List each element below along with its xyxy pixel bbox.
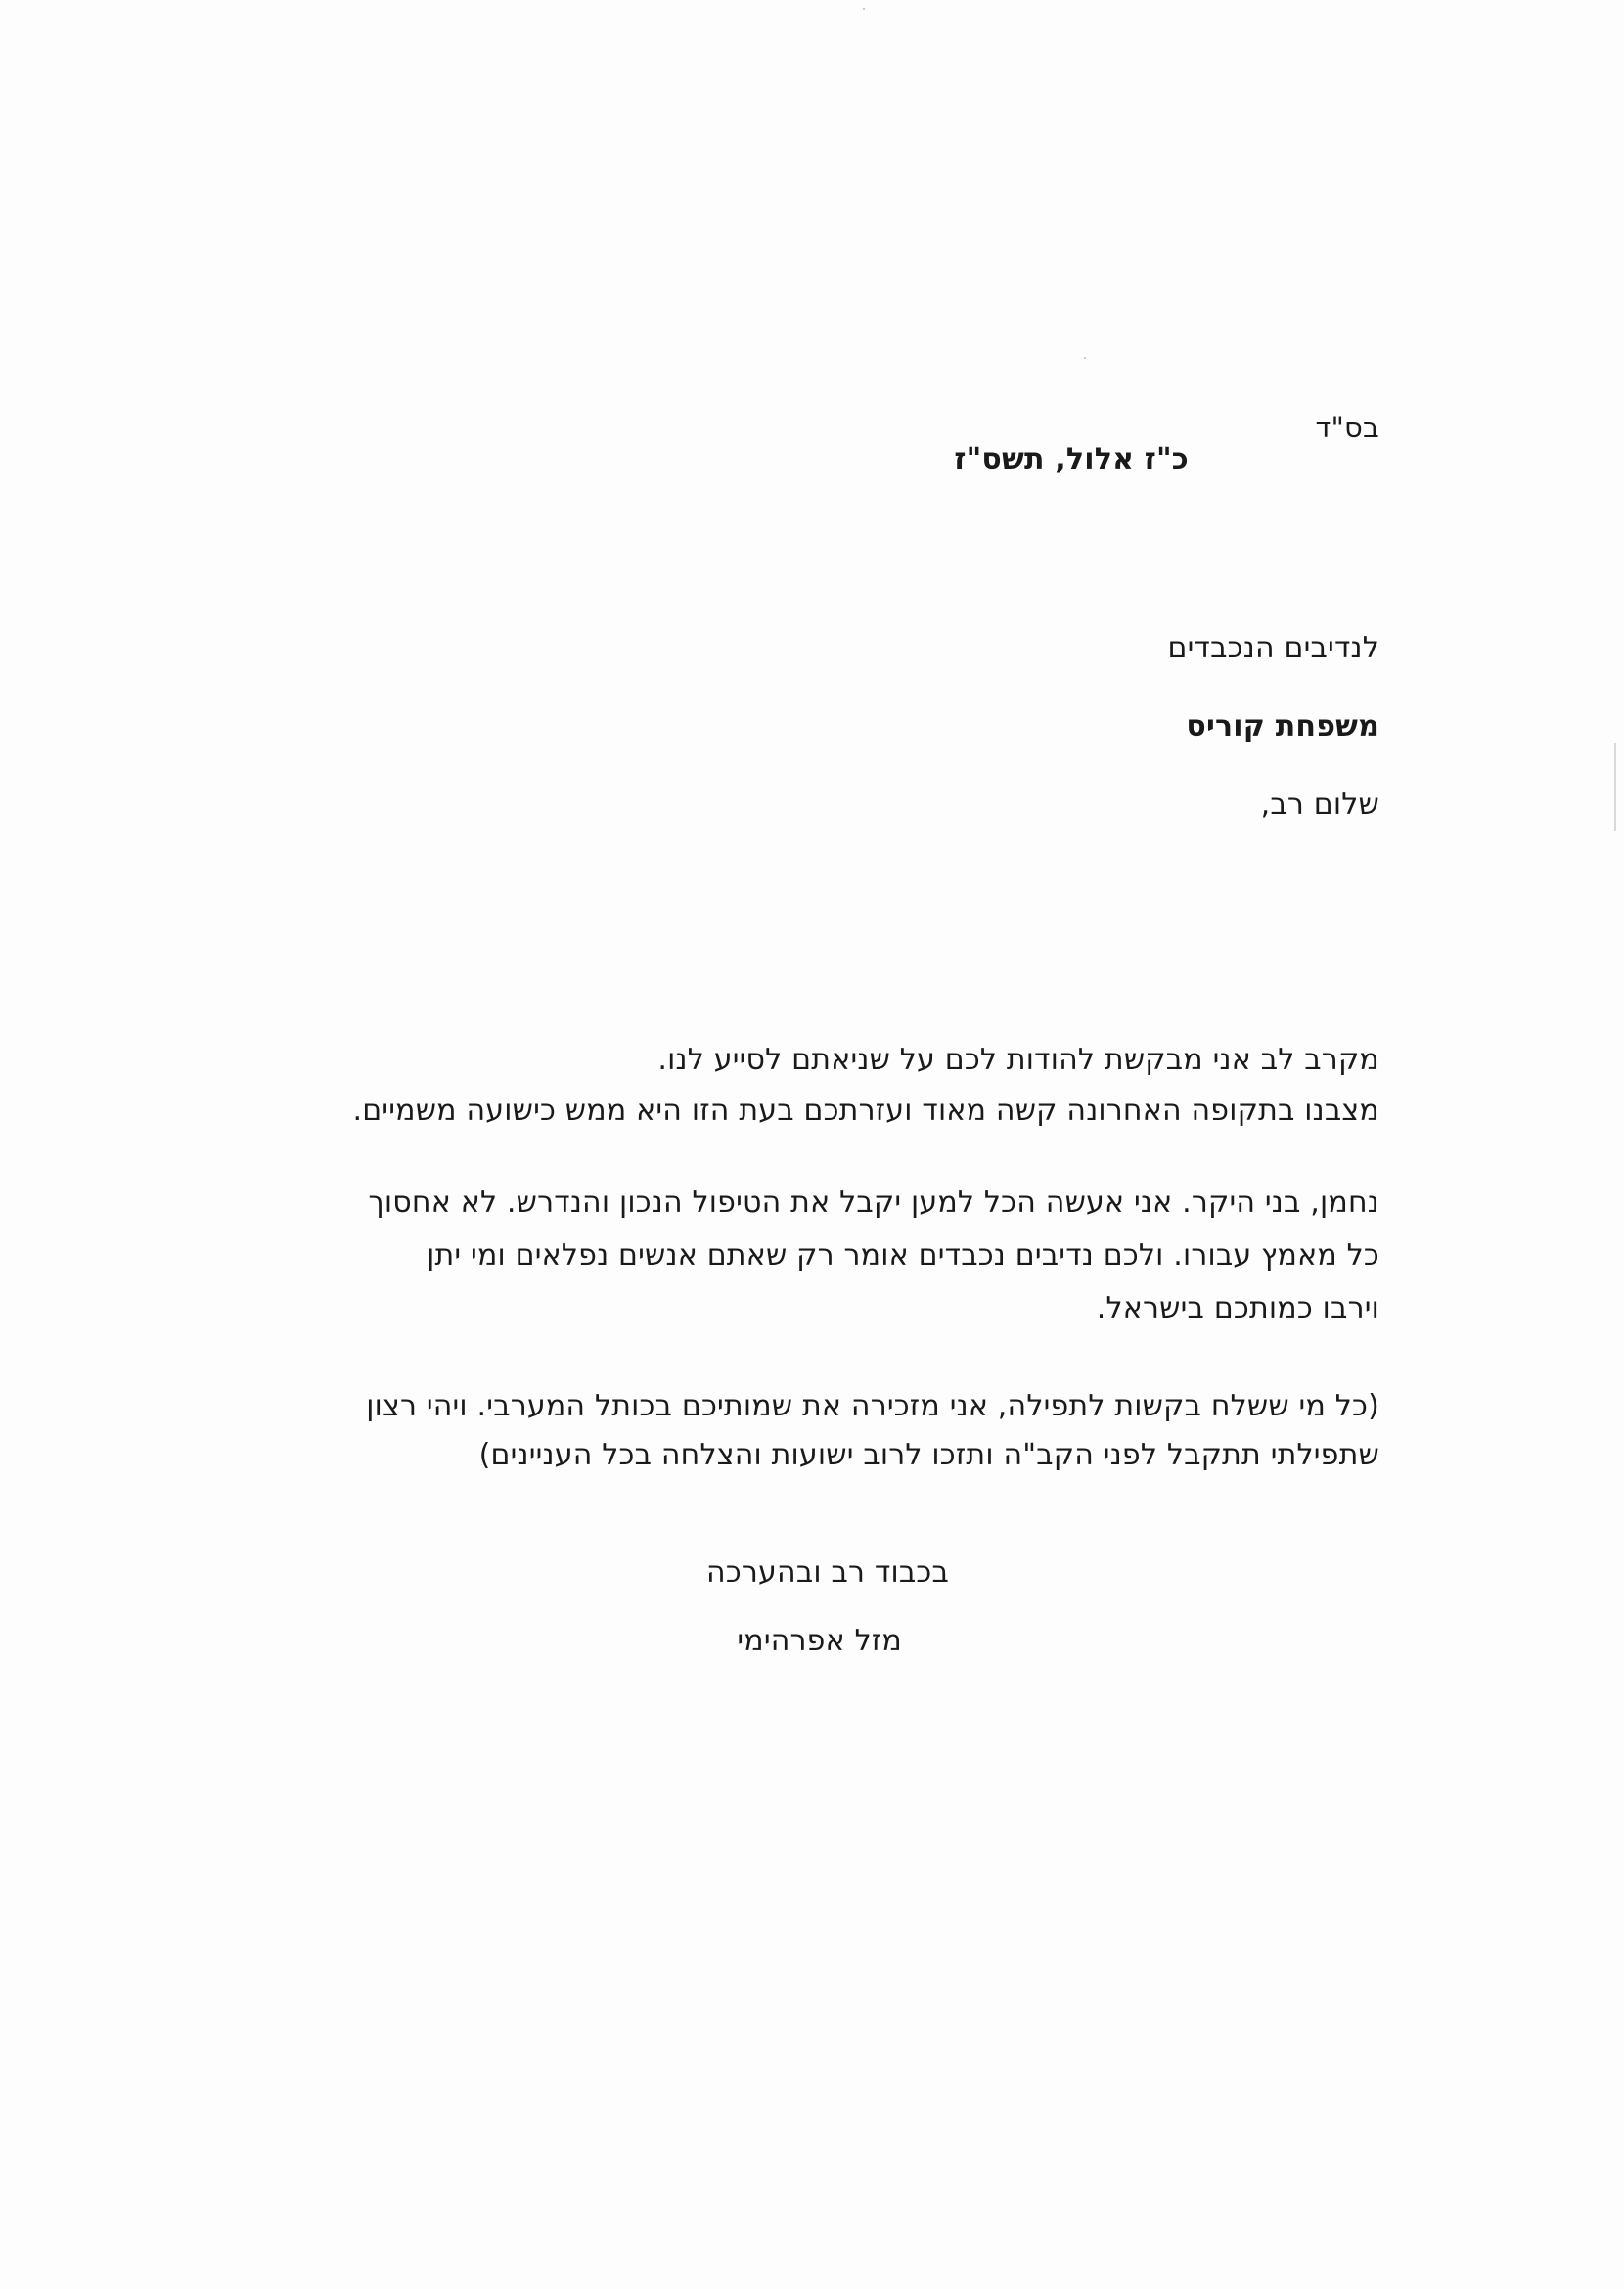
body-paragraph-3-line-1: (כל מי ששלח בקשות לתפילה, אני מזכירה את שמותיכם בכותל המערבי. ויהי רצון (366, 1389, 1379, 1423)
scan-edge-mark (1614, 743, 1616, 831)
body-paragraph-1-line-2: מצבנו בתקופה האחרונה קשה מאוד ועזרתכם בעת הזו היא ממש כישועה משמיים. (352, 1094, 1379, 1128)
greeting: שלום רב, (1260, 787, 1379, 822)
signature-name: מזל אפרהימי (737, 1624, 902, 1658)
body-paragraph-2-line-1: נחמן, בני היקר. אני אעשה הכל למען יקבל את הטיפול הנכון והנדרש. לא אחסוך (368, 1186, 1379, 1220)
letter-date: כ"ז אלול, תשס"ז (954, 442, 1189, 476)
recipient-line-1: לנדיבים הנכבדים (1167, 631, 1379, 665)
scan-speck (863, 8, 865, 10)
body-paragraph-2-line-2: כל מאמץ עבורו. ולכם נדיבים נכבדים אומר רק שאתם אנשים נפלאים ומי יתן (427, 1238, 1379, 1273)
body-paragraph-1-line-1: מקרב לב אני מבקשת להודות לכם על שניאתם לסייע לנו. (657, 1043, 1379, 1077)
scan-speck (1084, 357, 1086, 359)
body-paragraph-2-line-3: וירבו כמותכם בישראל. (1096, 1291, 1379, 1325)
recipient-line-2: משפחת קוריס (1186, 709, 1379, 743)
body-paragraph-3-line-2: שתפילתי תתקבל לפני הקב"ה ותזכו לרוב ישועות והצלחה בכל העניינים) (478, 1438, 1379, 1472)
closing-regards: בכבוד רב ובהערכה (706, 1555, 949, 1590)
bsd-header: בס"ד (1315, 411, 1379, 444)
